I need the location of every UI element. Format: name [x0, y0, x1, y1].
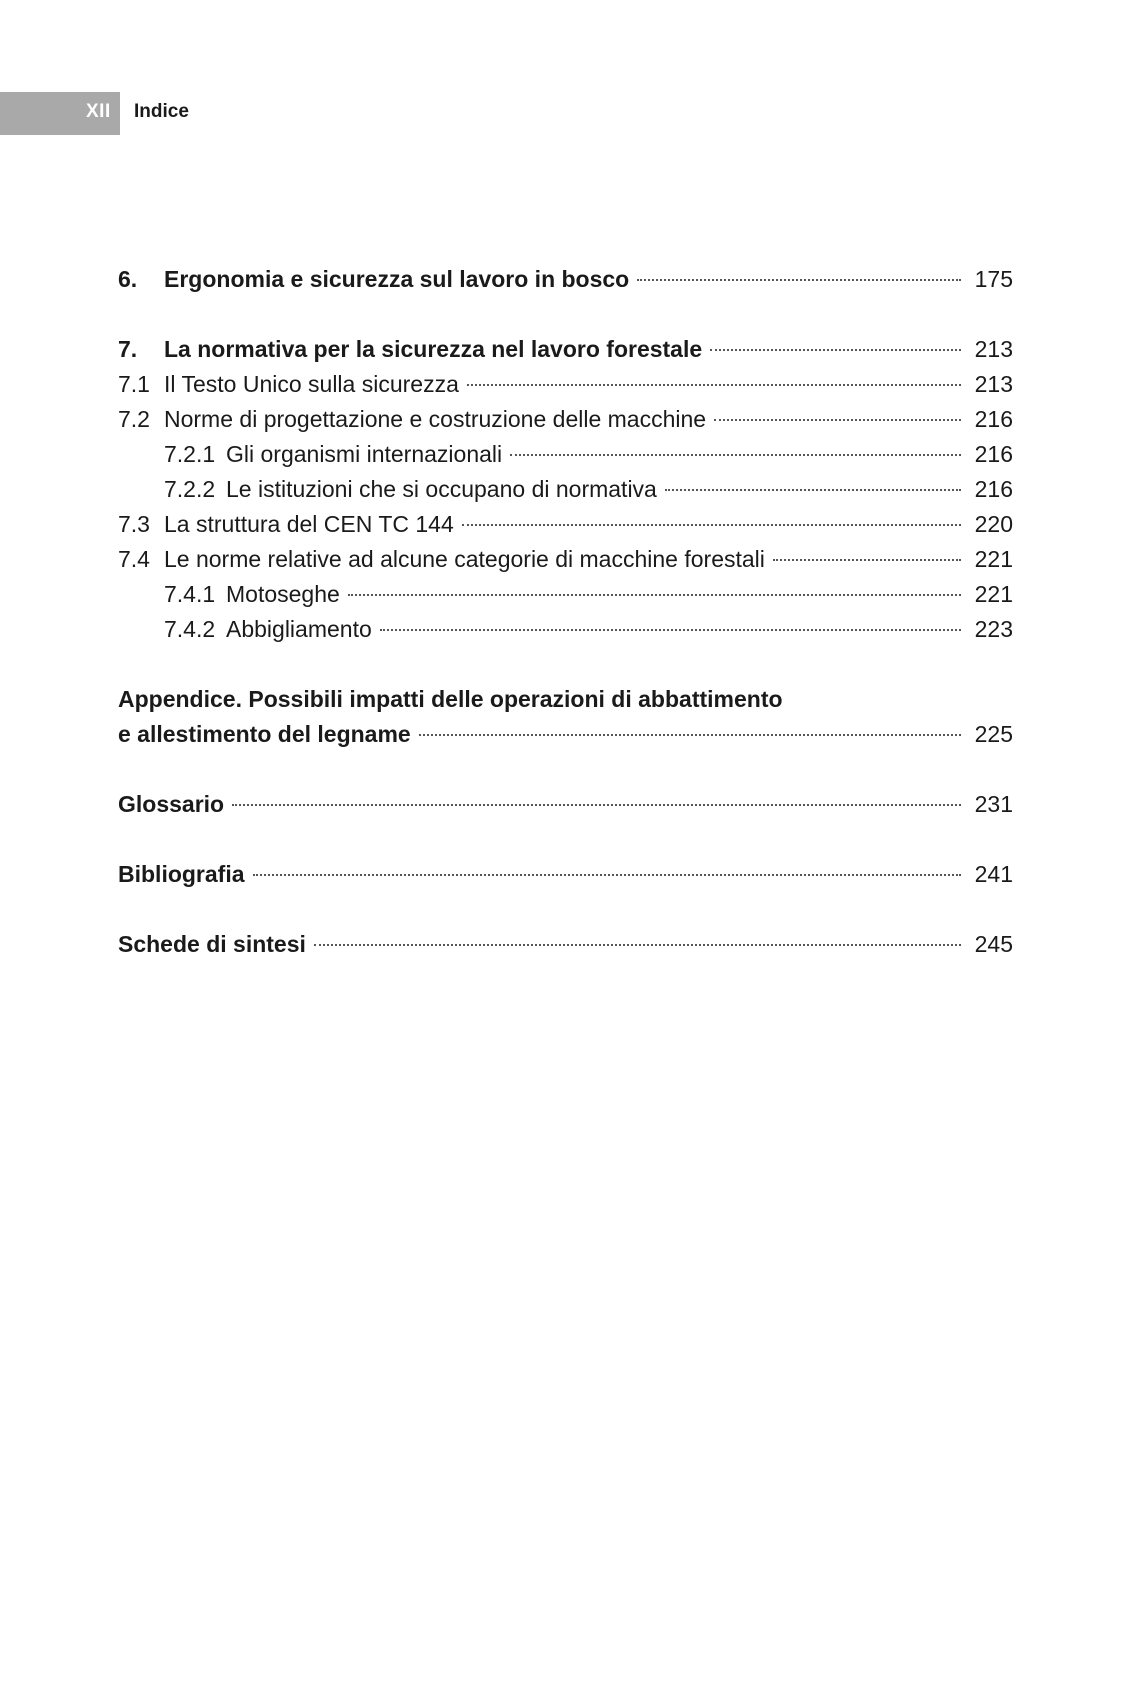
- dot-leader: [314, 944, 961, 946]
- toc-entry-section-7-4[interactable]: [118, 542, 1013, 576]
- toc-entry-number: 6.: [118, 266, 138, 292]
- dot-leader: [637, 279, 961, 281]
- page-number: XII: [86, 101, 111, 122]
- dot-leader: [253, 874, 961, 876]
- toc-entry-number: 7.4.2: [164, 616, 216, 642]
- toc-entry-page: 221: [974, 581, 1013, 607]
- toc-entry-page: 221: [974, 546, 1013, 572]
- dot-leader: [714, 419, 961, 421]
- toc-entry-title: Le norme relative ad alcune categorie di macchine forestali: [164, 546, 765, 572]
- dot-leader: [467, 384, 961, 386]
- toc-entry-page: 241: [974, 861, 1013, 887]
- toc-entry-number: 7.1: [118, 371, 150, 397]
- toc-entry-bibliografia[interactable]: [118, 857, 1013, 891]
- toc-entry-page: 231: [974, 791, 1013, 817]
- dot-leader: [380, 629, 961, 631]
- toc-entry-page: 213: [974, 371, 1013, 397]
- toc-entry-page: 216: [974, 406, 1013, 432]
- toc-entry-title: La normativa per la sicurezza nel lavoro forestale: [164, 336, 703, 362]
- dot-leader: [665, 489, 961, 491]
- toc-entry-glossario[interactable]: [118, 787, 1013, 821]
- toc-entry-page: 225: [974, 721, 1013, 747]
- toc-entry-chapter-6[interactable]: [118, 262, 1013, 296]
- toc-entry-title: Ergonomia e sicurezza sul lavoro in bosco: [164, 266, 630, 292]
- toc-entry-section-7-3[interactable]: [118, 507, 1013, 541]
- toc-entry-number: 7.4.1: [164, 581, 216, 607]
- toc-entry-page: 245: [974, 931, 1013, 957]
- dot-leader: [232, 804, 961, 806]
- dot-leader: [419, 734, 961, 736]
- running-header-title: Indice: [134, 101, 189, 122]
- toc-entry-number: 7.3: [118, 511, 150, 537]
- toc-entry-number: 7.2.2: [164, 476, 216, 502]
- toc-entry-chapter-7[interactable]: [118, 332, 1013, 366]
- toc-entry-title: Norme di progettazione e costruzione delle macchine: [164, 406, 707, 432]
- toc-entry-title: Gli organismi internazionali: [226, 441, 503, 467]
- toc-entry-title: Motoseghe: [226, 581, 340, 607]
- toc-entry-number: 7.4: [118, 546, 150, 572]
- toc-entry-page: 223: [974, 616, 1013, 642]
- toc-entry-page: 213: [974, 336, 1013, 362]
- toc-entry-subsection-7-4-2[interactable]: [118, 612, 1013, 646]
- toc-entry-title: La struttura del CEN TC 144: [164, 511, 454, 537]
- toc-entry-page: 175: [974, 266, 1013, 292]
- toc-entry-appendix-title-line1[interactable]: Appendice. Possibili impatti delle operazioni di abbattimento: [118, 686, 783, 712]
- dot-leader: [348, 594, 961, 596]
- toc-entry-number: 7.: [118, 336, 138, 362]
- toc-entry-title: Bibliografia: [118, 861, 245, 887]
- toc-entry-section-7-1[interactable]: [118, 367, 1013, 401]
- toc-entry-subsection-7-4-1[interactable]: [118, 577, 1013, 611]
- dot-leader: [510, 454, 961, 456]
- toc-entry-title: e allestimento del legname: [118, 721, 411, 747]
- toc-entry-subsection-7-2-2[interactable]: [118, 472, 1013, 506]
- toc-entry-title: Il Testo Unico sulla sicurezza: [164, 371, 459, 397]
- toc-entry-page: 216: [974, 476, 1013, 502]
- toc-entry-number: 7.2: [118, 406, 150, 432]
- toc-entry-title: Abbigliamento: [226, 616, 372, 642]
- dot-leader: [710, 349, 961, 351]
- toc-entry-title: Schede di sintesi: [118, 931, 306, 957]
- toc-entry-title: Le istituzioni che si occupano di normativa: [226, 476, 657, 502]
- toc-entry-appendix[interactable]: [118, 717, 1013, 751]
- toc-entry-section-7-2[interactable]: [118, 402, 1013, 436]
- toc-entry-schede-di-sintesi[interactable]: [118, 927, 1013, 961]
- toc-entry-title: Glossario: [118, 791, 225, 817]
- toc-entry-number: 7.2.1: [164, 441, 216, 467]
- toc-entry-page: 216: [974, 441, 1013, 467]
- dot-leader: [773, 559, 961, 561]
- toc-entry-subsection-7-2-1[interactable]: [118, 437, 1013, 471]
- toc-entry-page: 220: [974, 511, 1013, 537]
- dot-leader: [462, 524, 961, 526]
